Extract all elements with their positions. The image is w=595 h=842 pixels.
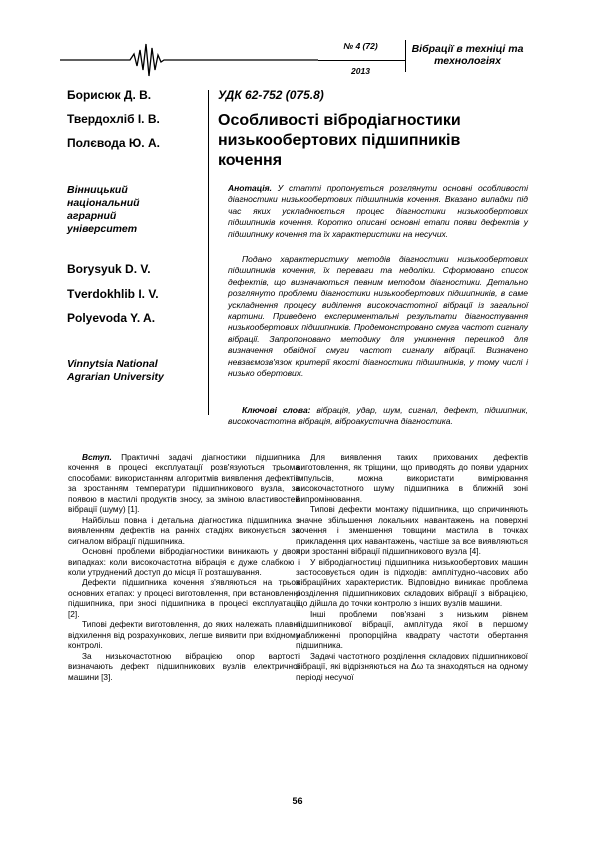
author-en-1: Borysyuk D. V. xyxy=(67,262,151,276)
body-column-right xyxy=(296,452,528,682)
body-paragraph: Типові дефекти монтажу підшипника, що спричиняють значне збільшення локальних навантажень на поверхні кочення і зменшення товщини мастила в точках прикладення цих навантажень, частіше за все виявляються при зростанні вібрації підшипникового вузла [4]. xyxy=(296,504,528,557)
column-divider xyxy=(208,90,209,415)
abstract-paragraph-2: Подано характеристику методів діагностики низькообертових підшипників кочення, їх переваги та недоліки. Сформовано список дефектів, що визначаються певним методом діагностики. Детально розглянуто проблеми діагностики низькообертових підшипників, в саме ускладнення процесу виділення високочастотної вібрації із загальної картини. Приведено експериментальні результати діагностування низькообертових підшипників. Продемонстровано смуга частот сигналу вібрації. Запропоновано методику для уникнення перешкод для визначення обвідної смуги частот сигналу вібрації. Визначено невзаємозв'язок критерії якості діагностики підшипників, у тому числі і низько обертових. xyxy=(228,254,528,379)
body-paragraph: Задачі частотного розділення складових підшипникової вібрації, які відрізняються на Δω та знаходяться на одному періоді несучої xyxy=(296,650,528,682)
author-en-2: Tverdokhlib I. V. xyxy=(67,287,159,301)
abstract-text: У статті пропонується розглянути основні особливості діагностики низькообертових підшипників кочення. Вказано випадки під час яких ускладнюється процес діагностики низькообертових підшипників кочення. Коротко описані основні етапи появи дефектів у підшипнику кочення та їх характеристики на несучих. xyxy=(228,183,528,239)
body-paragraph xyxy=(68,452,300,515)
keywords-label: Ключові слова: xyxy=(242,405,311,415)
body-paragraph: Найбільш повна і детальна діагностика підшипника з виявленням дефектів на ранніх стадіях виконується за сигналом вібрації підшипника. xyxy=(68,514,300,546)
abstract-label: Анотація. xyxy=(228,183,272,193)
journal-title: Вібрації в техніці та технологіях xyxy=(411,43,524,67)
issue-number: № 4 (72) xyxy=(343,41,378,51)
article-title: Особливості вібродіагностики низькообертових підшипників кочення xyxy=(218,112,461,169)
body-paragraph: Основні проблеми вібродіагностики виникають у двох випадках: коли високочастотна вібрація є дуже слабкою і коли утруднений доступ до місця її розташування. xyxy=(68,546,300,577)
author-en-3: Polyevoda Y. A. xyxy=(67,311,156,325)
body-column-left xyxy=(68,452,300,682)
body-text: Практичні задачі діагностики підшипника кочення в процесі експлуатації розв'язуються трьома способами: використанням алгоритмів виявлення дефектів за зростанням температури підшипникового вузла, за появою в мастилі продуктів зносу, за зміною властивостей вібрації (шуму) [1]. xyxy=(68,452,300,515)
author-ua-3: Полєвода Ю. А. xyxy=(67,136,160,150)
institution-en: Vinnytsia National Agrarian University xyxy=(67,358,164,383)
udc-code: УДК 62-752 (075.8) xyxy=(218,88,324,102)
body-paragraph: Типові дефекти виготовлення, до яких належать плавні відхилення від розрахункових, легше виявити при вхідному контролі. xyxy=(68,619,300,651)
body-paragraph: Інші проблеми пов'язані з низьким рівнем підшипникової вібрації, амплітуда якої в першому наближенні пропорційна квадрату частоти обертання підшипника. xyxy=(296,608,528,651)
keywords xyxy=(228,405,528,428)
author-ua-1: Борисюк Д. В. xyxy=(67,88,152,102)
page-number: 56 xyxy=(292,796,303,806)
body-paragraph: Дефекти підшипника кочення з'являються на трьох основних етапах: у процесі виготовлення, при встановленні підшипника, при зносі підшипника в процесі експлуатації [2]. xyxy=(68,577,300,619)
body-paragraph: У вібродіагностиці підшипника низькообертових машин застосовується один із підходів: амплітудно-часових або вібраційних характеристик. Відповідно виникає проблема розділення підшипникових складових вібрації з вібрацією, що дійшла до точки контролю з інших вузлів машини. xyxy=(296,556,528,609)
intro-lead: Вступ. xyxy=(82,452,112,462)
keywords-text: вібрація, удар, шум, сигнал, дефект, підшипник, високочастотна вібрація, віброакустична діагностика. xyxy=(228,405,528,427)
body-paragraph: Для виявлення таких прихованих дефектів виготовлення, як тріщини, що приводять до появи ударних імпульсів, можна використати вимірювання високочастотного шуму підшипника в ближній зоні випромінювання. xyxy=(296,452,528,504)
author-ua-2: Твердохліб І. В. xyxy=(67,112,160,126)
body-paragraph: За низькочастотною вібрацією опор вартості визначають дефект підшипникових вузлів електричної машини [3]. xyxy=(68,650,300,682)
abstract-paragraph-1 xyxy=(228,183,528,240)
header-divider xyxy=(318,60,405,61)
issue-year: 2013 xyxy=(351,66,370,76)
institution-ua: Вінницький національний аграрний університет xyxy=(67,184,140,235)
header-vertical-divider xyxy=(405,40,406,72)
